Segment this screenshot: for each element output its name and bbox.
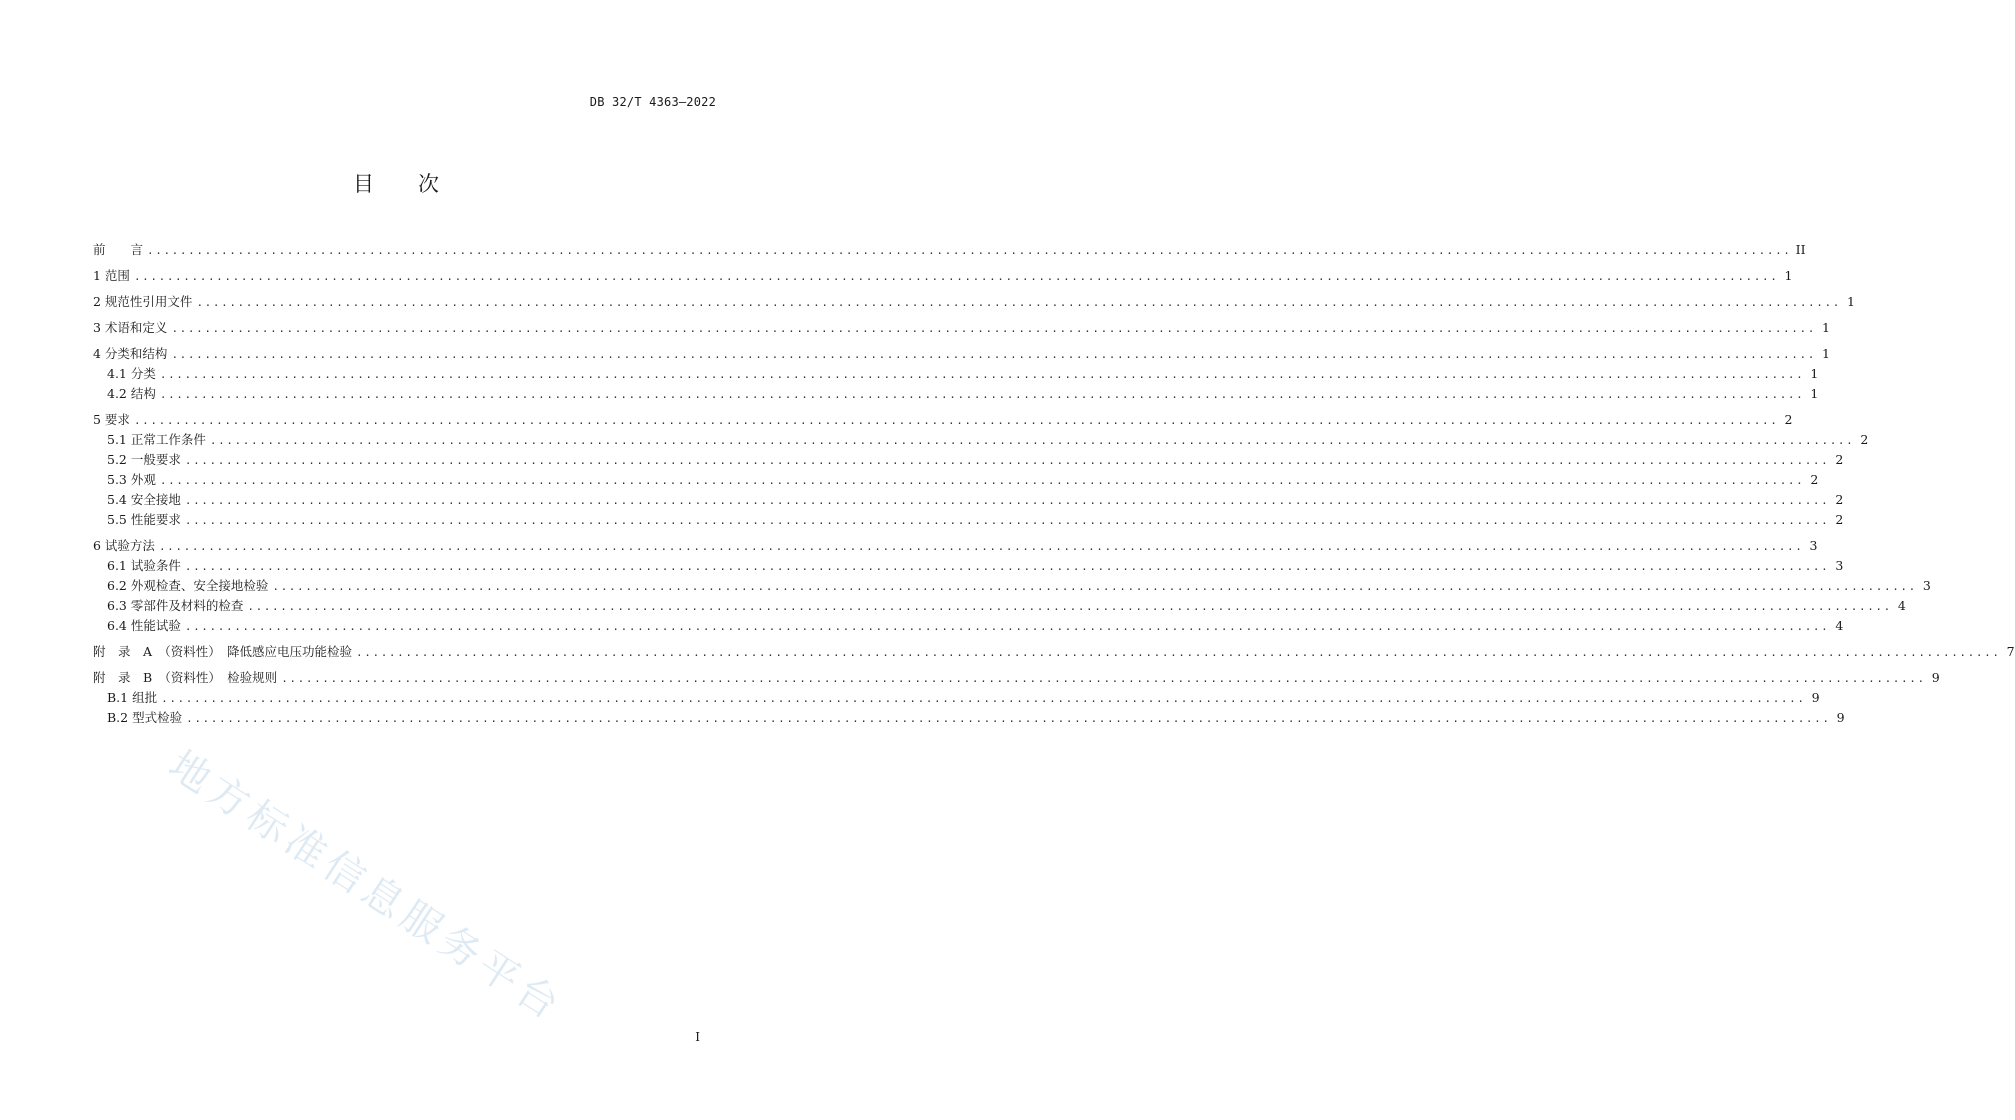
toc-entry-page: 1 (1784, 268, 1793, 283)
toc-entry-page: 9 (1836, 710, 1845, 725)
toc-leader-dots: ........................................................................................................................................................................................................ (356, 646, 2001, 659)
page-number: I (695, 1030, 700, 1044)
page-title-first: 目 (353, 172, 374, 196)
toc-leader-dots: ........................................................................................................................................................................................................ (147, 244, 1792, 257)
toc-leader-dots: ........................................................................................................................................................................................................ (184, 514, 1830, 527)
toc-entry[interactable] (93, 536, 1818, 556)
toc-entry-page: 2 (1860, 432, 1869, 447)
toc-entry-label: 4.1 分类 (107, 366, 156, 381)
page-title-second: 次 (418, 172, 439, 196)
toc-entry-page: 1 (1847, 294, 1855, 309)
toc-leader-dots: ........................................................................................................................................................................................................ (209, 434, 1855, 447)
table-of-contents (93, 240, 2015, 728)
toc-entry[interactable] (93, 266, 1793, 286)
toc-entry-label: 4.2 结构 (107, 386, 156, 401)
toc-leader-dots: ........................................................................................................................................................................................................ (184, 620, 1830, 633)
toc-entry-page: 7 (2006, 644, 2015, 659)
toc-entry-page: 2 (1835, 452, 1844, 467)
toc-leader-dots: ........................................................................................................................................................................................................ (133, 270, 1779, 283)
toc-entry[interactable] (93, 240, 1806, 260)
toc-entry[interactable] (93, 292, 1855, 312)
toc-entry[interactable] (93, 430, 1869, 450)
toc-entry[interactable] (93, 344, 1830, 364)
toc-entry[interactable] (93, 576, 1931, 596)
toc-entry[interactable] (93, 318, 1830, 338)
toc-entry-page: 3 (1809, 538, 1818, 553)
toc-leader-dots: ........................................................................................................................................................................................................ (159, 368, 1805, 381)
toc-entry-label: 附 录 A （资料性） 降低感应电压功能检验 (93, 644, 353, 659)
toc-entry-label: 5 要求 (93, 412, 130, 427)
toc-leader-dots: ........................................................................................................................................................................................................ (281, 672, 1926, 685)
toc-entry-label: 6.4 性能试验 (107, 618, 181, 633)
toc-entry-page: 2 (1784, 412, 1793, 427)
toc-entry-page: 9 (1811, 690, 1820, 705)
toc-entry-label: 5.1 正常工作条件 (107, 432, 206, 447)
toc-entry-page: II (1795, 242, 1806, 257)
toc-entry-label: 附 录 B （资料性） 检验规则 (93, 670, 278, 685)
toc-entry-page: 2 (1835, 492, 1844, 507)
toc-entry-page: 2 (1835, 512, 1844, 527)
toc-entry[interactable] (93, 708, 1845, 728)
toc-entry-page: 3 (1835, 558, 1844, 573)
toc-leader-dots: ........................................................................................................................................................................................................ (196, 296, 1841, 309)
toc-entry-page: 1 (1810, 366, 1819, 381)
toc-entry-label: 3 术语和定义 (93, 320, 168, 335)
toc-entry-label: 1 范围 (93, 268, 130, 283)
toc-leader-dots: ........................................................................................................................................................................................................ (272, 580, 1917, 593)
toc-entry[interactable] (93, 556, 1844, 576)
toc-entry-page: 9 (1931, 670, 1940, 685)
toc-leader-dots: ........................................................................................................................................................................................................ (184, 494, 1830, 507)
toc-entry[interactable] (93, 490, 1844, 510)
toc-entry-label: 前 言 (93, 242, 144, 257)
toc-entry-label: B.1 组批 (107, 690, 158, 705)
toc-entry[interactable] (93, 450, 1844, 470)
toc-entry-label: 6.1 试验条件 (107, 558, 181, 573)
toc-leader-dots: ........................................................................................................................................................................................................ (171, 322, 1816, 335)
toc-leader-dots: ........................................................................................................................................................................................................ (247, 600, 1892, 613)
toc-leader-dots: ........................................................................................................................................................................................................ (186, 712, 1831, 725)
toc-leader-dots: ........................................................................................................................................................................................................ (158, 540, 1804, 553)
toc-entry[interactable] (93, 384, 1819, 404)
toc-entry-page: 2 (1810, 472, 1819, 487)
toc-entry-label: 5.4 安全接地 (107, 492, 181, 507)
toc-entry[interactable] (93, 364, 1819, 384)
toc-leader-dots: ........................................................................................................................................................................................................ (184, 454, 1830, 467)
toc-leader-dots: ........................................................................................................................................................................................................ (184, 560, 1830, 573)
toc-entry-label: 6 试验方法 (93, 538, 155, 553)
toc-entry-label: 6.2 外观检查、安全接地检验 (107, 578, 269, 593)
toc-entry-page: 4 (1835, 618, 1844, 633)
toc-entry-page: 1 (1810, 386, 1819, 401)
page-title (0, 168, 792, 198)
toc-entry-label: 5.5 性能要求 (107, 512, 181, 527)
toc-entry-label: 5.2 一般要求 (107, 452, 181, 467)
toc-entry-label: B.2 型式检验 (107, 710, 183, 725)
toc-entry-page: 3 (1922, 578, 1931, 593)
toc-leader-dots: ........................................................................................................................................................................................................ (171, 348, 1816, 361)
toc-leader-dots: ........................................................................................................................................................................................................ (159, 388, 1805, 401)
toc-entry-label: 2 规范性引用文件 (93, 294, 193, 309)
toc-leader-dots: ........................................................................................................................................................................................................ (161, 692, 1806, 705)
toc-entry-page: 1 (1822, 320, 1830, 335)
toc-entry[interactable] (93, 470, 1819, 490)
standard-code: DB 32/T 4363—2022 (589, 95, 716, 109)
toc-entry[interactable] (93, 688, 1820, 708)
toc-entry[interactable] (93, 616, 1844, 636)
toc-entry-label: 4 分类和结构 (93, 346, 168, 361)
toc-entry[interactable] (93, 642, 2015, 662)
toc-entry-label: 5.3 外观 (107, 472, 156, 487)
toc-entry[interactable] (93, 410, 1793, 430)
watermark: 地方标准信息服务平台 (160, 742, 572, 1032)
toc-leader-dots: ........................................................................................................................................................................................................ (159, 474, 1805, 487)
toc-entry[interactable] (93, 596, 1906, 616)
toc-entry-page: 1 (1822, 346, 1830, 361)
toc-entry-label: 6.3 零部件及材料的检查 (107, 598, 244, 613)
toc-leader-dots: ........................................................................................................................................................................................................ (133, 414, 1779, 427)
toc-entry[interactable] (93, 668, 1940, 688)
toc-entry-page: 4 (1897, 598, 1906, 613)
toc-entry[interactable] (93, 510, 1844, 530)
